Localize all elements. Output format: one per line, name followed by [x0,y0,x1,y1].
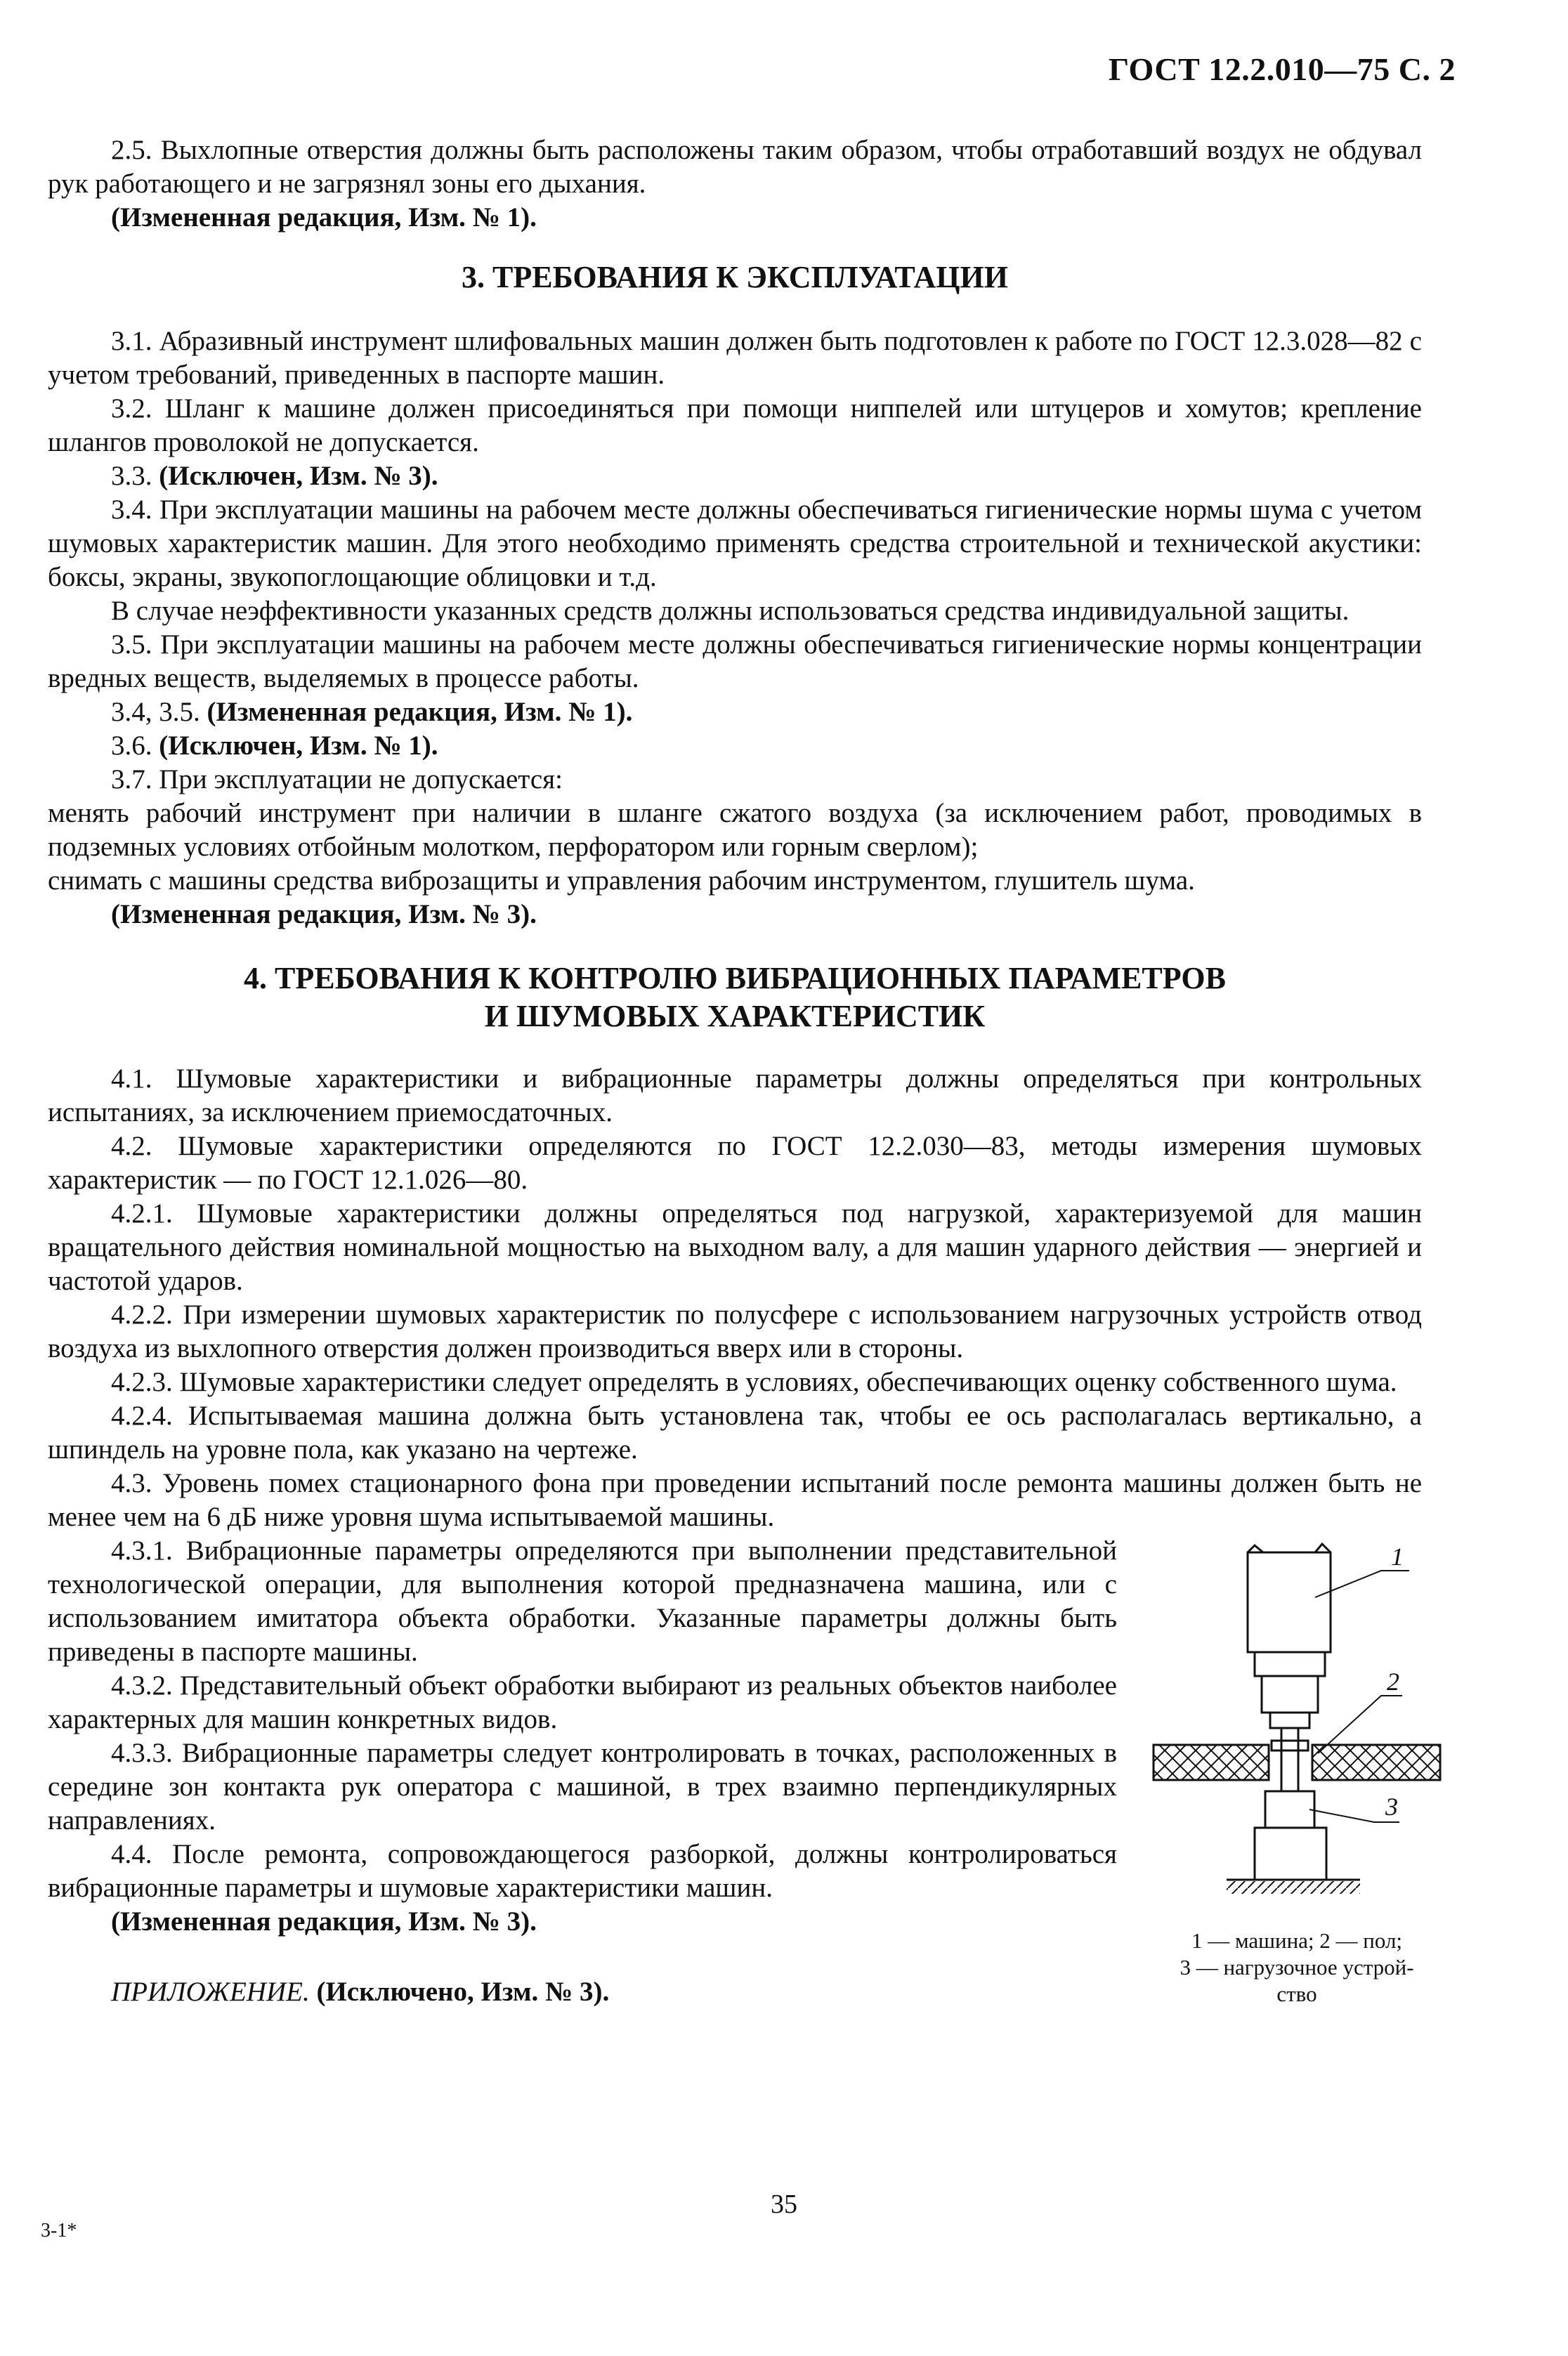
appendix-line [48,1975,1117,2009]
paragraph-3-6-number: 3.6. [111,731,152,761]
paragraph-3-6-note: (Исключен, Изм. № 1). [159,731,438,761]
paragraph-4-2-2: 4.2.2. При измерении шумовых характеристик по полусфере с использованием нагрузочных устройств отвод воздуха из выхлопного отверстия должен производиться вверх или в стороны. [48,1300,1422,1363]
ground-line [1227,1880,1360,1894]
paragraph-4-2-3: 4.2.3. Шумовые характеристики следует определять в условиях, обеспечивающих оценку собственного шума. [111,1367,1397,1397]
machine-body [1248,1544,1331,1880]
section-3-title: 3. ТРЕБОВАНИЯ К ЭКСПЛУАТАЦИИ [462,260,1008,294]
paragraph-3-4-3-5-note: (Измененная редакция, Изм. № 1). [207,697,633,727]
paragraph-4-2-1: 4.2.1. Шумовые характеристики должны определяться под нагрузкой, характеризуемой для машин вращательного действия номинальной мощностью на выходном валу, а для машин ударного действия — энергией и частотой ударов. [48,1198,1422,1296]
section-4-title [48,960,1422,1035]
paragraph-4-1: 4.1. Шумовые характеристики и вибрационные параметры должны определяться при контрольных испытаниях, за исключением приемосдаточных. [48,1064,1422,1127]
paragraph-3-1: 3.1. Абразивный инструмент шлифовальных машин должен быть подготовлен к работе по ГОСТ 12.3.028—82 с учетом требований, приведенных в паспорте машин. [48,326,1422,390]
label-load-device: 3 [1385,1793,1398,1821]
paragraph-3-2: 3.2. Шланг к машине должен присоединяться при помощи ниппелей или штуцеров и хомутов; крепление шлангов проволокой не допускается. [48,393,1422,457]
figure-caption [1149,1928,1444,2008]
paragraph-2-5: 2.5. Выхлопные отверстия должны быть расположены таким образом, чтобы отработавший воздух не обдувал рук работающего и не загрязнял зоны его дыхания. [48,135,1422,199]
label-floor: 2 [1387,1668,1399,1696]
amendment-note-4-4: (Измененная редакция, Изм. № 3). [111,1906,537,1937]
page-header: ГОСТ 12.2.010—75 С. 2 [1108,51,1456,87]
section-4-title-line-2: И ШУМОВЫХ ХАРАКТЕРИСТИК [484,999,986,1033]
paragraph-3-6 [48,729,1422,763]
amendment-note-2-5: (Измененная редакция, Изм. № 1). [111,202,537,233]
figure-wrap-zone [48,1534,1422,2009]
caption-line-3: ство [1276,1982,1317,2006]
paragraph-3-7: 3.7. При эксплуатации не допускается: [111,764,563,794]
page-number: 35 [771,2190,797,2219]
paragraph-4-3-3: 4.3.3. Вибрационные параметры следует контролировать в точках, расположенных в середине зон контакта рук оператора с машиной, в трех взаимно перпендикулярных направлениях. [48,1738,1117,1835]
paragraph-4-4: 4.4. После ремонта, сопровождающегося разборкой, должны контролироваться вибрационные параметры и шумовые характеристики машин. [48,1839,1117,1903]
appendix-label: ПРИЛОЖЕНИЕ. [111,1977,310,2007]
paragraph-3-3-note: (Исключен, Изм. № 3). [159,461,438,491]
leader-lines [1309,1571,1409,1822]
caption-line-2: 3 — нагрузочное устрой- [1180,1955,1414,1979]
paragraph-3-4: 3.4. При эксплуатации машины на рабочем месте должны обеспечиваться гигиенические нормы шума с учетом шумовых характеристик машин. Для этого необходимо применять средства строительной и технической акустики: боксы, экраны, звукопоглощающие облицовки и т.д. [48,495,1422,592]
paragraph-3-4-continued: В случае неэффективности указанных средств должны использоваться средства индивидуальной защиты. [111,596,1350,626]
caption-line-1: 1 — машина; 2 — пол; [1191,1928,1403,1953]
machine-drawing [1149,1534,1444,1913]
paragraph-3-7-item-1: менять рабочий инструмент при наличии в шланге сжатого воздуха (за исключением работ, проводимых в подземных условиях отбойным молотком, перфоратором или горным сверлом); [48,798,1422,862]
document-body [48,133,1422,2009]
amendment-note-3-7: (Измененная редакция, Изм. № 3). [111,899,537,929]
paragraph-3-7-item-2: снимать с машины средства виброзащиты и управления рабочим инструментом, глушитель шума. [48,865,1195,896]
appendix-note: (Исключено, Изм. № 3). [316,1977,610,2007]
paragraph-3-5: 3.5. При эксплуатации машины на рабочем месте должны обеспечиваться гигиенические нормы концентрации вредных веществ, выделяемых в процессе работы. [48,629,1422,693]
wrapped-paragraphs [48,1534,1117,2009]
label-machine: 1 [1391,1543,1404,1571]
paragraph-3-4-3-5-number: 3.4, 3.5. [111,697,200,727]
test-setup-figure [1149,1534,1444,2008]
paragraph-4-3: 4.3. Уровень помех стационарного фона при проведении испытаний после ремонта машины должен быть не менее чем на 6 дБ ниже уровня шума испытываемой машины. [48,1468,1422,1532]
print-mark: 3-1* [41,2220,77,2242]
paragraph-3-3 [48,459,1422,493]
paragraph-4-3-1: 4.3.1. Вибрационные параметры определяются при выполнении представительной технологической операции, для выполнения которой предназначена машина, или с использованием имитатора объекта обработки. Указанные параметры должны быть приведены в паспорте машины. [48,1536,1117,1667]
paragraph-3-3-number: 3.3. [111,461,152,491]
paragraph-4-2: 4.2. Шумовые характеристики определяются по ГОСТ 12.2.030—83, методы измерения шумовых характеристик — по ГОСТ 12.1.026—80. [48,1131,1422,1195]
paragraph-4-3-2: 4.3.2. Представительный объект обработки выбирают из реальных объектов наиболее характерных для машин конкретных видов. [48,1670,1117,1734]
paragraph-4-2-4: 4.2.4. Испытываемая машина должна быть установлена так, чтобы ее ось располагалась вертикально, а шпиндель на уровне пола, как указано на чертеже. [48,1401,1422,1465]
paragraph-3-4-3-5-amendment [48,695,1422,729]
section-4-title-line-1: 4. ТРЕБОВАНИЯ К КОНТРОЛЮ ВИБРАЦИОННЫХ ПАРАМЕТРОВ [244,961,1226,995]
